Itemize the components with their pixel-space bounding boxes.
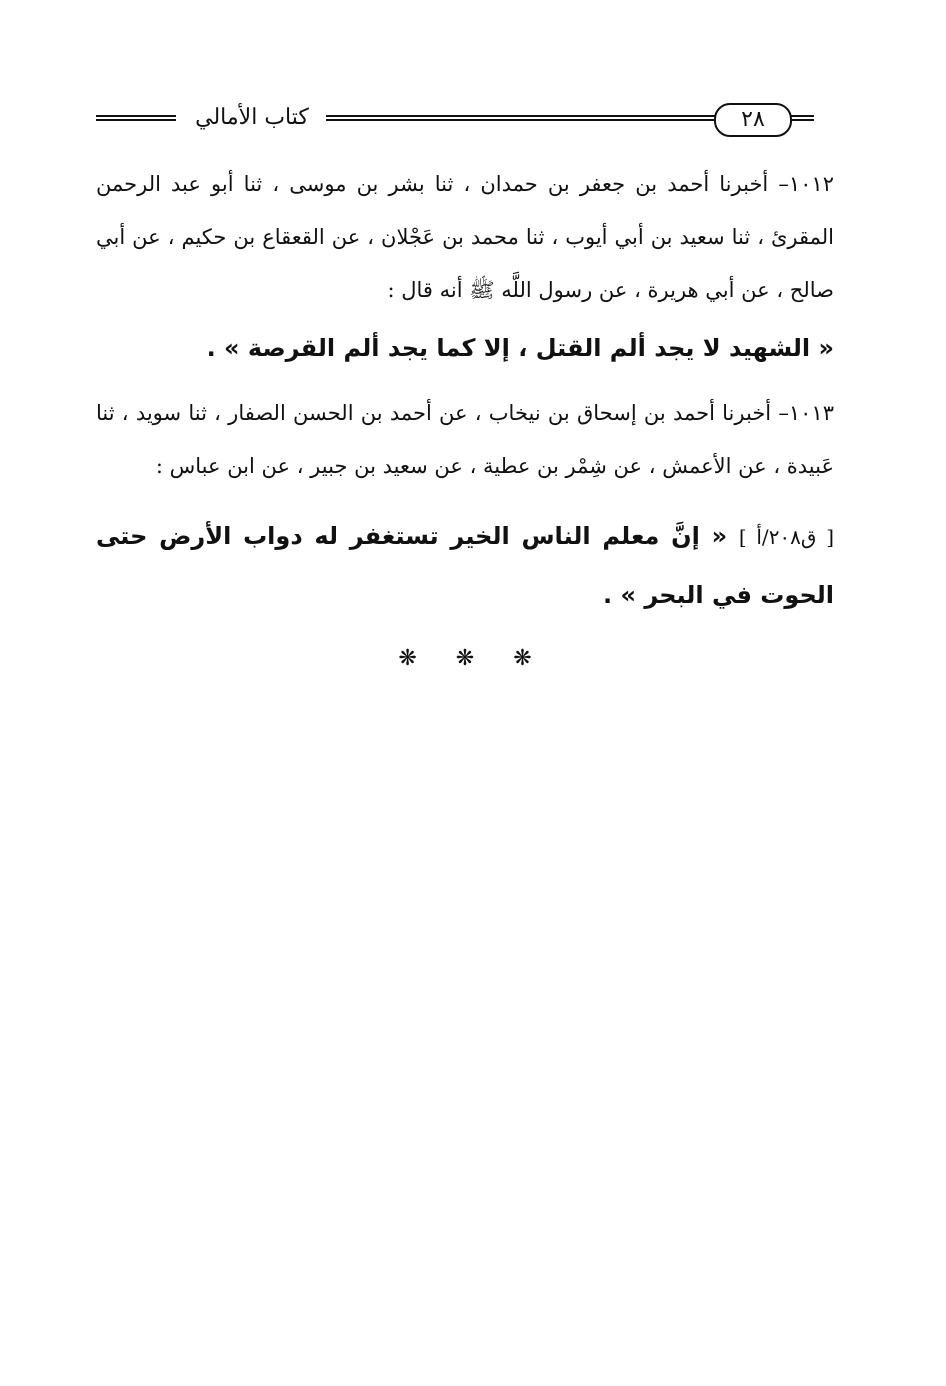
section-separator: ❋ ❋ ❋ — [398, 646, 548, 671]
hadith-chain-1012: ١٠١٢– أخبرنا أحمد بن جعفر بن حمدان ، ثنا بشر بن موسى ، ثنا أبو عبد الرحمن المقرئ ، ثنا سعيد بن أبي أيوب ، ثنا محمد بن عَجْلان ، عن القعقاع بن حكيم ، عن أبي صالح ، عن أبي هريرة ، عن رسول اللَّه ﷺ أنه قال : — [96, 172, 834, 302]
hadith-body: « إنَّ معلم الناس الخير تستغفر له دواب الأرض حتى الحوت في البحر » . — [96, 522, 834, 609]
hadith-body: « الشهيد لا يجد ألم القتل ، إلا كما يجد ألم القرصة » . — [206, 334, 834, 362]
page-content — [96, 158, 834, 624]
page-header — [96, 100, 836, 140]
manuscript-reference: [ ق٢٠٨/أ ] — [738, 525, 834, 549]
book-title: كتاب الأمالي — [195, 105, 309, 130]
header-rule-left — [96, 115, 176, 121]
hadith-text-1013 — [96, 507, 834, 624]
hadith-chain-1013: ١٠١٣– أخبرنا أحمد بن إسحاق بن نيخاب ، عن أحمد بن الحسن الصفار ، ثنا سويد ، ثنا عَبيدة ، عن الأعمش ، عن شِمْر بن عطية ، عن سعيد بن جبير ، عن ابن عباس : — [96, 401, 834, 478]
hadith-text-1012 — [96, 319, 834, 377]
page-number: ٢٨ — [714, 103, 792, 137]
